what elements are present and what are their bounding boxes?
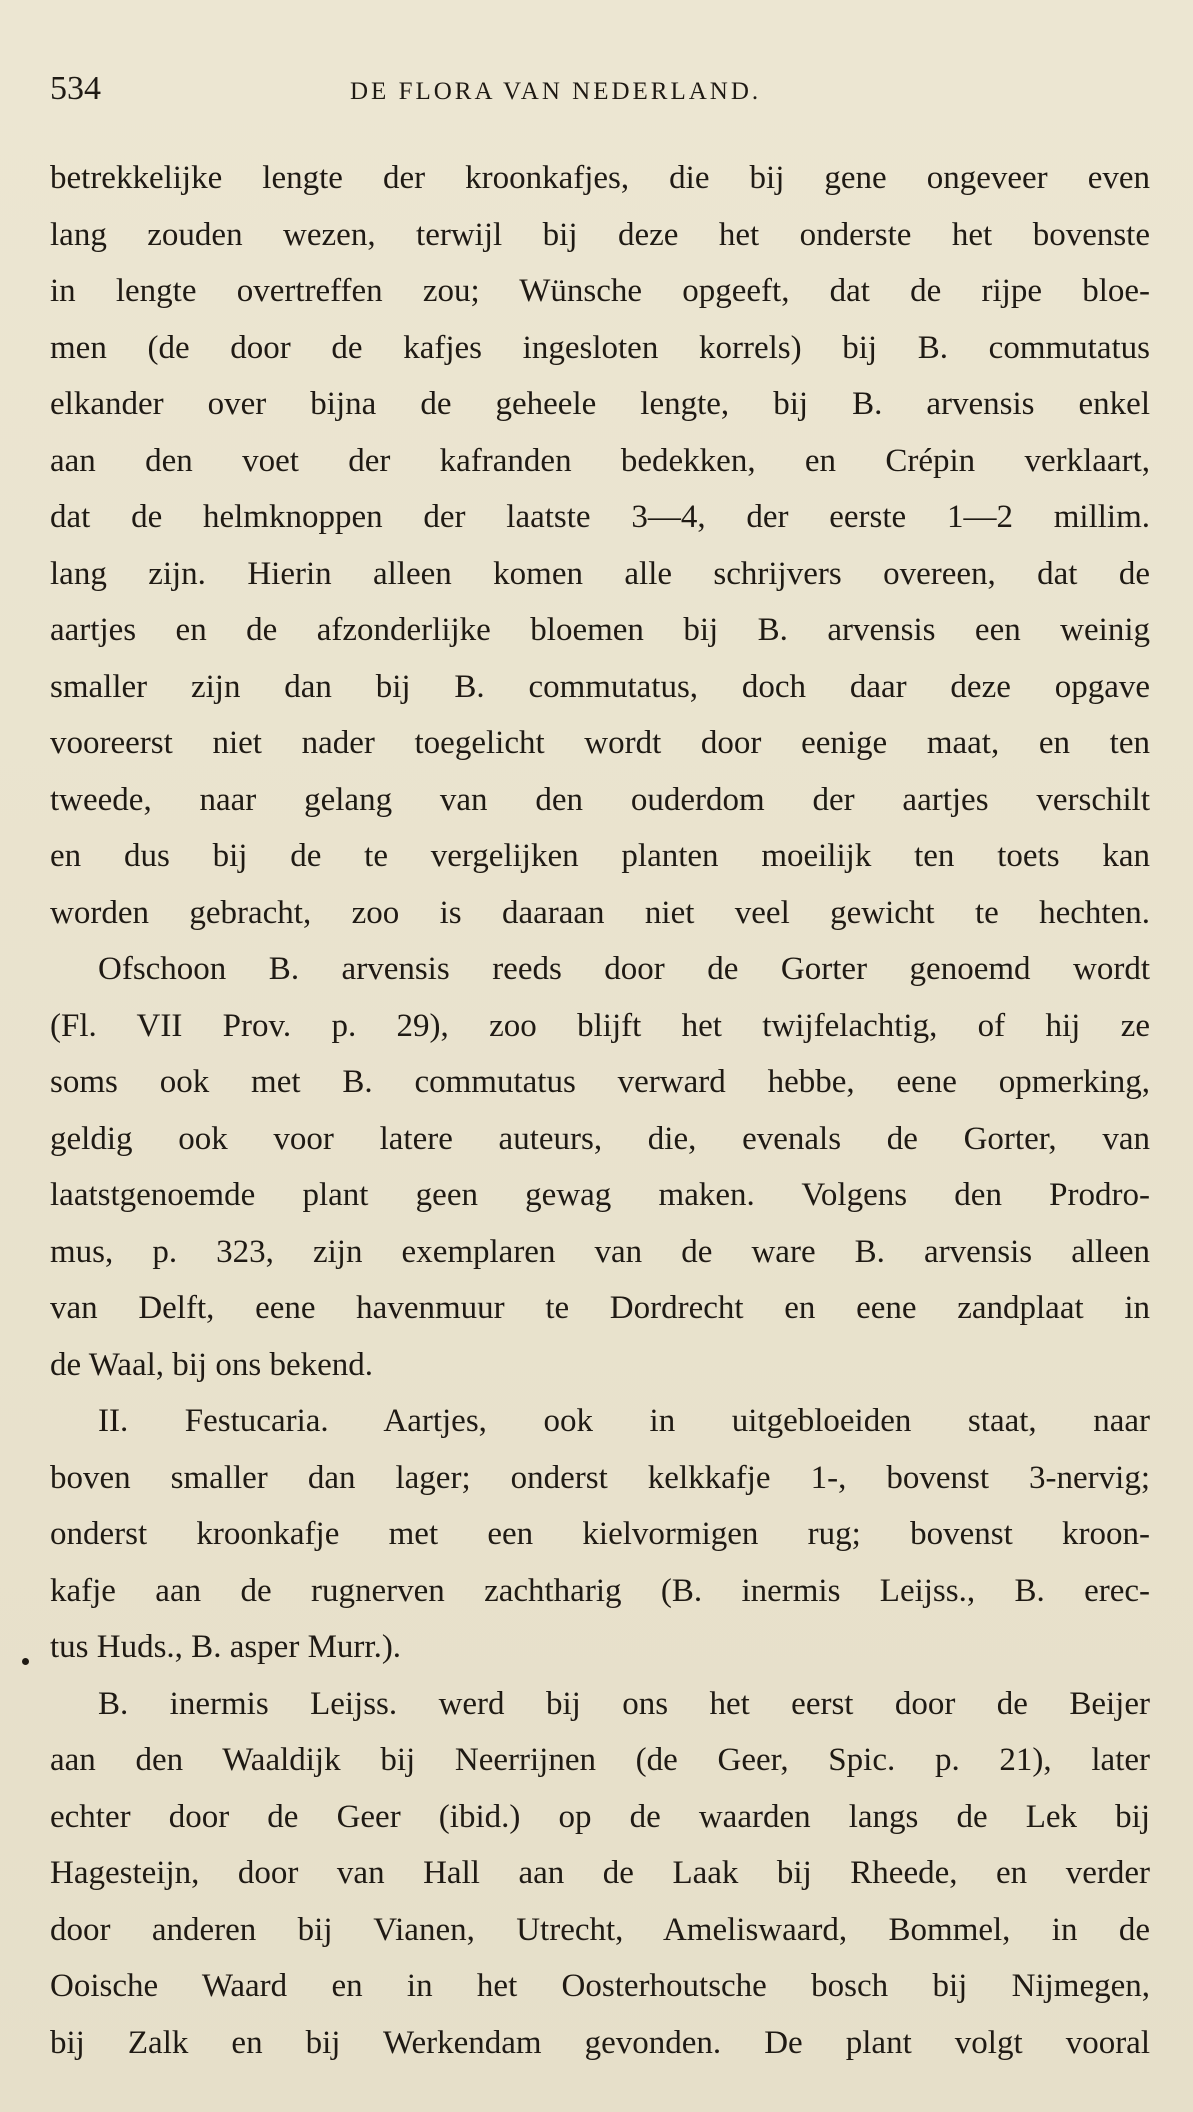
- text-line: mus, p. 323, zijn exemplaren van de ware B. arvensis alleen: [50, 1233, 1150, 1270]
- body-text: [50, 150, 1150, 2071]
- text-line: en dus bij de te vergelijken planten moeilijk ten toets kan: [50, 838, 1150, 874]
- text-line: lang zouden wezen, terwijl bij deze het onderste het bovenste: [50, 216, 1150, 253]
- text-line: Ofschoon B. arvensis reeds door de Gorter genoemd wordt: [98, 951, 1150, 987]
- text-line: tweede, naar gelang van den ouderdom der aartjes verschilt: [50, 781, 1150, 818]
- text-line: Ooische Waard en in het Oosterhoutsche bosch bij Nijmegen,: [50, 1968, 1150, 2004]
- running-title: DE FLORA VAN NEDERLAND.: [350, 78, 762, 105]
- text-line: boven smaller dan lager; onderst kelkkafje 1-, bovenst 3-nervig;: [50, 1459, 1150, 1496]
- text-line: II. Festucaria. Aartjes, ook in uitgebloeiden staat, naar: [98, 1403, 1150, 1439]
- text-line: kafje aan de rugnerven zachtharig (B. inermis Leijss., B. erec-: [50, 1572, 1150, 1609]
- text-line: aan den voet der kafranden bedekken, en Crépin verklaart,: [50, 442, 1150, 479]
- text-line: in lengte overtreffen zou; Wünsche opgeeft, dat de rijpe bloe-: [50, 273, 1150, 309]
- text-line: soms ook met B. commutatus verward hebbe, eene opmerking,: [50, 1064, 1150, 1100]
- ink-dot-mark: [22, 1658, 29, 1665]
- text-line: betrekkelijke lengte der kroonkafjes, die bij gene ongeveer even: [50, 160, 1150, 196]
- text-line: dat de helmknoppen der laatste 3—4, der eerste 1—2 millim.: [50, 499, 1150, 535]
- text-line: lang zijn. Hierin alleen komen alle schrijvers overeen, dat de: [50, 555, 1150, 592]
- text-line: worden gebracht, zoo is daaraan niet veel gewicht te hechten.: [50, 894, 1150, 931]
- text-line: echter door de Geer (ibid.) op de waarden langs de Lek bij: [50, 1798, 1150, 1835]
- text-line: aartjes en de afzonderlijke bloemen bij B. arvensis een weinig: [50, 612, 1150, 648]
- text-line: onderst kroonkafje met een kielvormigen rug; bovenst kroon-: [50, 1516, 1150, 1552]
- text-line: smaller zijn dan bij B. commutatus, doch daar deze opgave: [50, 668, 1150, 705]
- text-line: Hagesteijn, door van Hall aan de Laak bij Rheede, en verder: [50, 1855, 1150, 1891]
- text-line: de Waal, bij ons bekend.: [50, 1346, 373, 1383]
- text-line: (Fl. VII Prov. p. 29), zoo blijft het twijfelachtig, of hij ze: [50, 1007, 1150, 1044]
- text-line: geldig ook voor latere auteurs, die, evenals de Gorter, van: [50, 1120, 1150, 1157]
- text-line: laatstgenoemde plant geen gewag maken. Volgens den Prodro-: [50, 1177, 1150, 1213]
- text-line: aan den Waaldijk bij Neerrijnen (de Geer, Spic. p. 21), later: [50, 1742, 1150, 1778]
- text-line: bij Zalk en bij Werkendam gevonden. De plant volgt vooral: [50, 2024, 1150, 2061]
- text-line: men (de door de kafjes ingesloten korrels) bij B. commutatus: [50, 329, 1150, 366]
- text-line: B. inermis Leijss. werd bij ons het eerst door de Beijer: [98, 1685, 1150, 1722]
- page-header: [50, 70, 1160, 120]
- text-line: van Delft, eene havenmuur te Dordrecht en eene zandplaat in: [50, 1290, 1150, 1326]
- text-line: vooreerst niet nader toegelicht wordt door eenige maat, en ten: [50, 725, 1150, 761]
- text-line: elkander over bijna de geheele lengte, bij B. arvensis enkel: [50, 386, 1150, 422]
- text-line: door anderen bij Vianen, Utrecht, Ameliswaard, Bommel, in de: [50, 1911, 1150, 1948]
- page-number: 534: [50, 70, 101, 107]
- text-line: tus Huds., B. asper Murr.).: [50, 1629, 402, 1665]
